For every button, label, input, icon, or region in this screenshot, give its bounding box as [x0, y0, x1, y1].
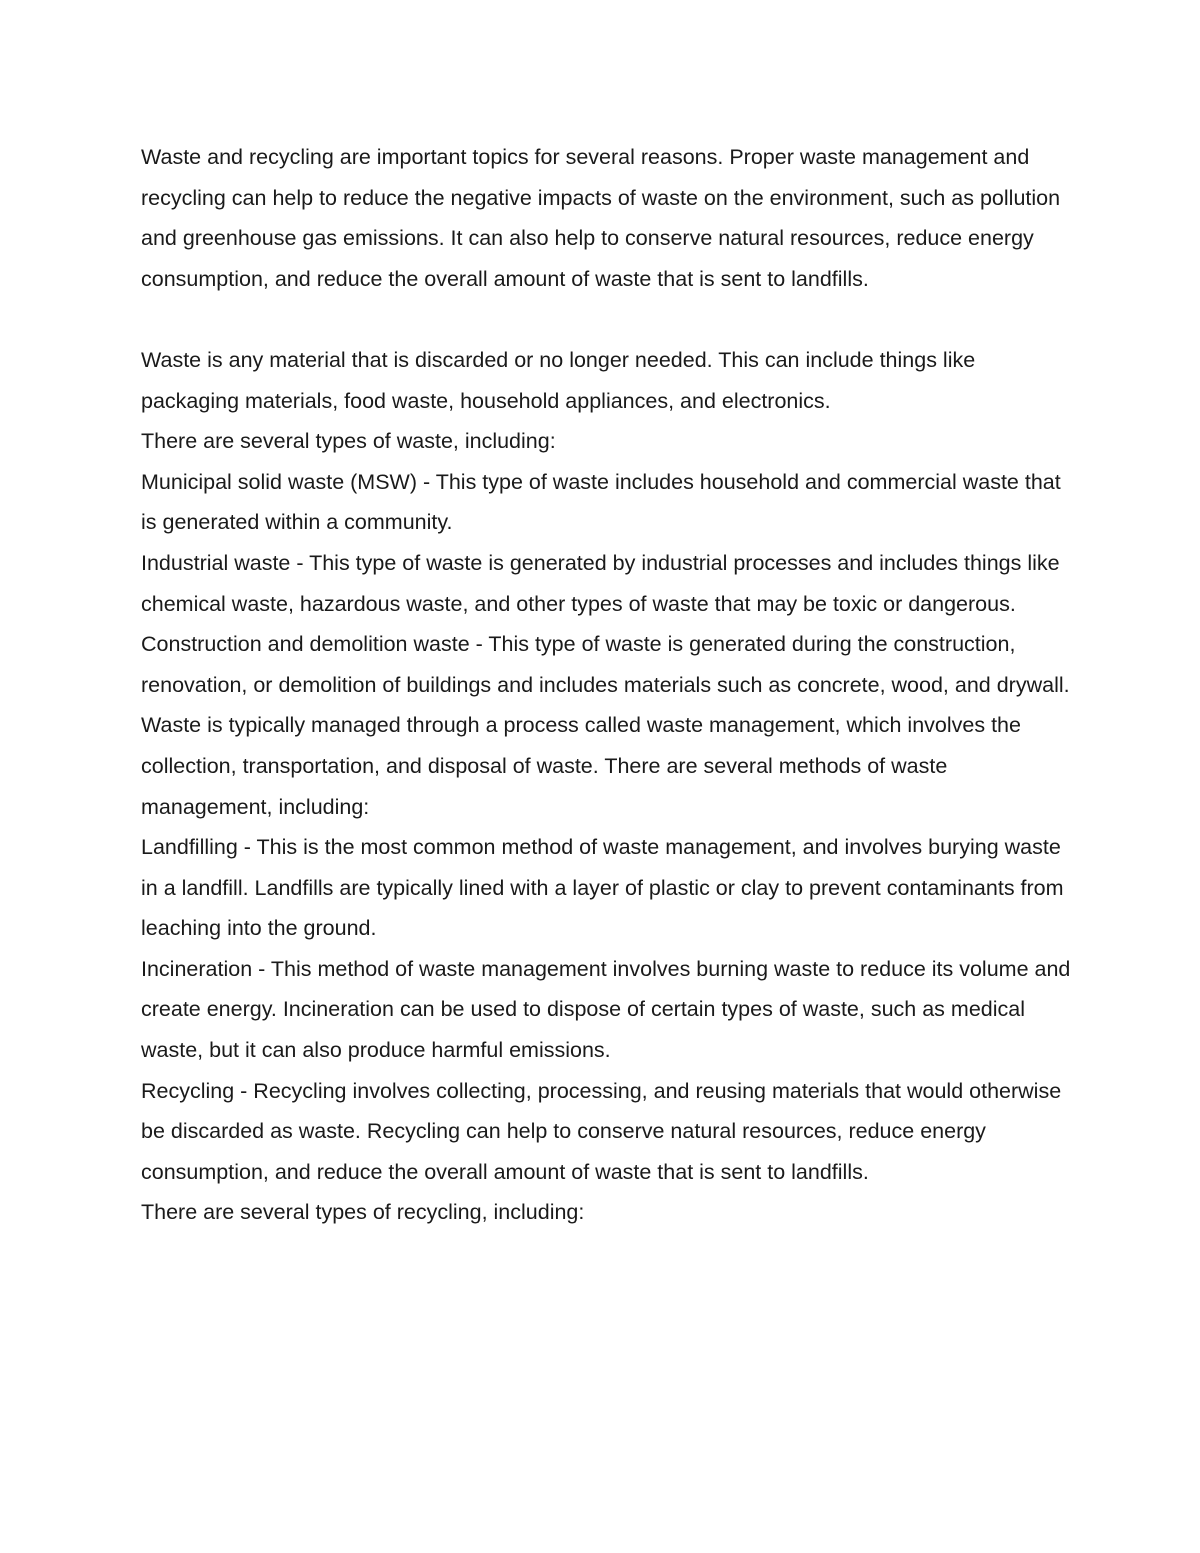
paragraph-incineration: Incineration - This method of waste management involves burning waste to reduce its volume and create energy. Incineration can be used to dispose of certain types of waste, such as medical waste, but it can also produce harmful emissions.: [141, 956, 1071, 1063]
paragraph-municipal-solid-waste: Municipal solid waste (MSW) - This type of waste includes household and commercial waste that is generated within a community.: [141, 469, 1061, 535]
paragraph-industrial-waste: Industrial waste - This type of waste is generated by industrial processes and includes things like chemical waste, hazardous waste, and other types of waste that may be toxic or dangerous.: [141, 550, 1060, 616]
paragraph-landfilling: Landfilling - This is the most common method of waste management, and involves burying waste in a landfill. Landfills are typically lined with a layer of plastic or clay to prevent contaminants from leaching into the ground.: [141, 835, 1064, 941]
paragraph-intro: Waste and recycling are important topics for several reasons. Proper waste management and recycling can help to reduce the negative impacts of waste on the environment, such as pollution and greenhouse gas emissions. It can also help to conserve natural resources, reduce energy consumption, and reduce the overall amount of waste that is sent to landfills.: [141, 145, 1061, 291]
paragraph-recycling: Recycling - Recycling involves collecting, processing, and reusing materials that would otherwise be discarded as waste. Recycling can help to conserve natural resources, reduce energy consumption, and reduce the overall amount of waste that is sent to landfills.: [141, 1078, 1062, 1184]
document-body: [141, 137, 1076, 1233]
paragraph-waste-management: Waste is typically managed through a process called waste management, which involves the collection, transportation, and disposal of waste. There are several methods of waste management, including:: [141, 713, 1021, 819]
paragraph-types-of-waste-heading: There are several types of waste, including:: [141, 429, 556, 454]
paragraph-construction-demolition-waste: Construction and demolition waste - This type of waste is generated during the construction, renovation, or demolition of buildings and includes materials such as concrete, wood, and drywall.: [141, 632, 1070, 697]
paragraph-types-of-recycling-heading: There are several types of recycling, including:: [141, 1200, 585, 1225]
paragraph-waste-definition: Waste is any material that is discarded or no longer needed. This can include things like packaging materials, food waste, household appliances, and electronics.: [141, 347, 976, 413]
paragraph-spacer: [141, 299, 1076, 340]
